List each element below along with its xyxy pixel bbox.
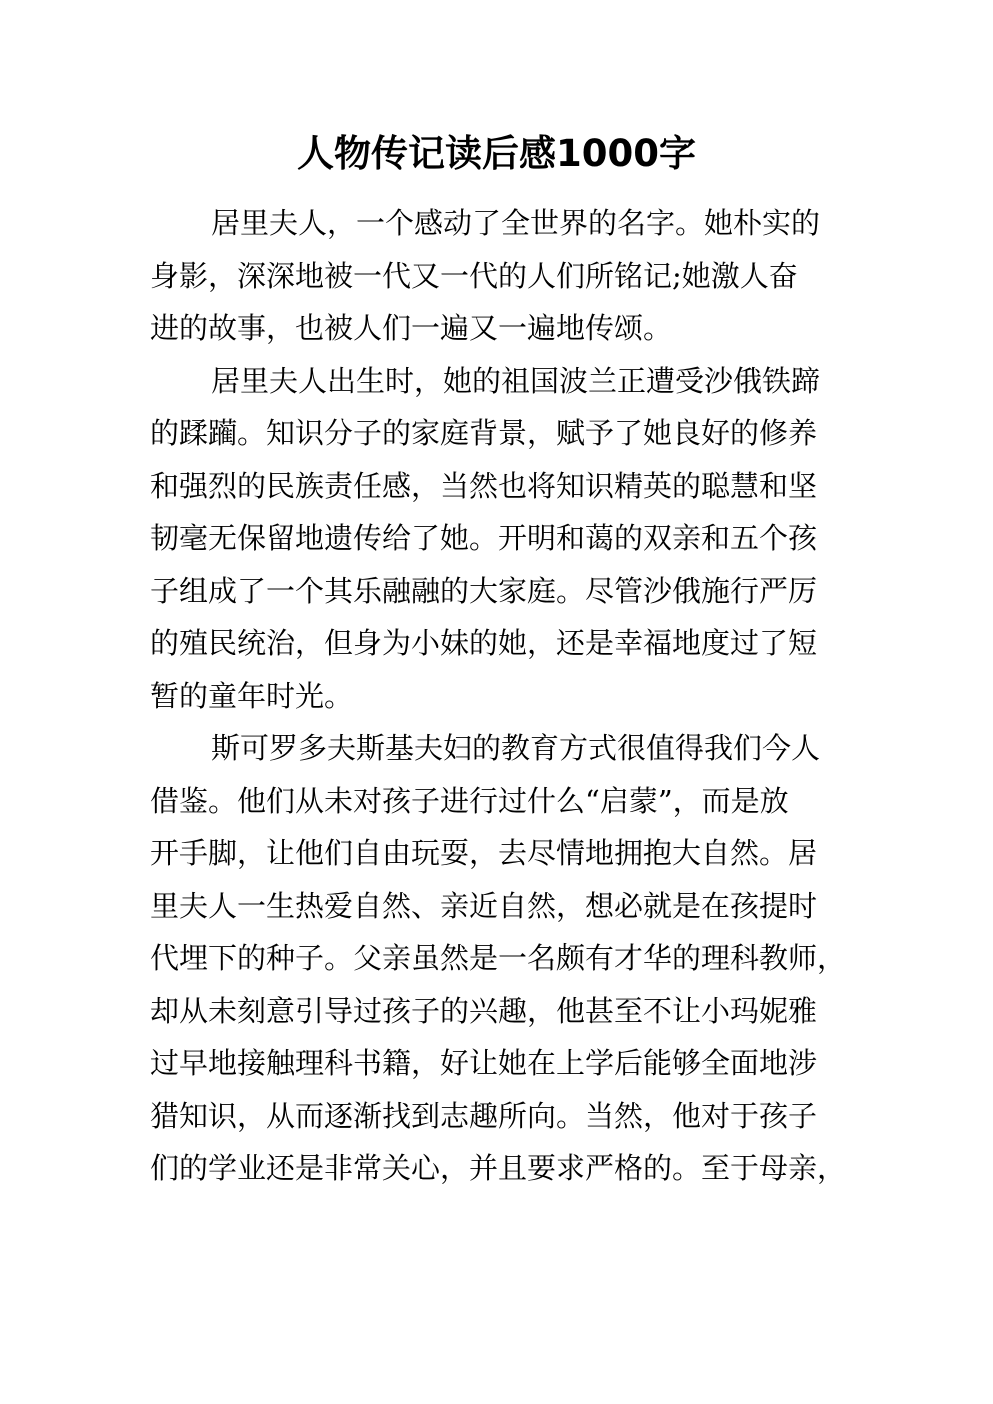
text-line: 猎知识，从而逐渐找到志趣所向。当然，他对于孩子: [150, 1098, 818, 1133]
text-line: 子组成了一个其乐融融的大家庭。尽管沙俄施行严厉: [150, 573, 818, 608]
text-line: 却从未刻意引导过孩子的兴趣，他甚至不让小玛妮雅: [150, 993, 818, 1028]
paragraph-1: [150, 197, 850, 355]
text-line: 进的故事，也被人们一遍又一遍地传颂。: [150, 311, 673, 345]
document-body: [150, 197, 850, 1195]
text-line: 韧毫无保留地遗传给了她。开明和蔼的双亲和五个孩: [150, 521, 818, 555]
text-line: 里夫人一生热爱自然、亲近自然，想必就是在孩提时: [150, 888, 818, 923]
text-line: 斯可罗多夫斯基夫妇的教育方式很值得我们今人: [211, 731, 821, 765]
paragraph-2: [150, 355, 850, 723]
text-line: 居里夫人，一个感动了全世界的名字。她朴实的: [211, 206, 821, 240]
text-line: 借鉴。他们从未对孩子进行过什么“启蒙”，而是放: [150, 783, 789, 818]
text-line: 暂的童年时光。: [150, 678, 354, 713]
document-title: 人物传记读后感1000字: [297, 132, 696, 175]
paragraph-3: [150, 722, 850, 1195]
text-line: 身影，深深地被一代又一代的人们所铭记;她激人奋: [150, 258, 798, 293]
text-line: 代埋下的种子。父亲虽然是一名颇有才华的理科教师，: [150, 941, 847, 975]
text-line: 居里夫人出生时，她的祖国波兰正遭受沙俄铁蹄: [211, 363, 821, 398]
text-line: 们的学业还是非常关心，并且要求严格的。至于母亲，: [150, 1151, 847, 1185]
text-line: 的蹂躏。知识分子的家庭背景，赋予了她良好的修养: [150, 416, 818, 450]
text-line: 和强烈的民族责任感，当然也将知识精英的聪慧和坚: [150, 468, 818, 503]
text-line: 开手脚，让他们自由玩耍，去尽情地拥抱大自然。居: [150, 836, 818, 870]
text-line: 的殖民统治，但身为小妹的她，还是幸福地度过了短: [150, 626, 818, 660]
text-line: 过早地接触理科书籍，好让她在上学后能够全面地涉: [150, 1046, 818, 1080]
